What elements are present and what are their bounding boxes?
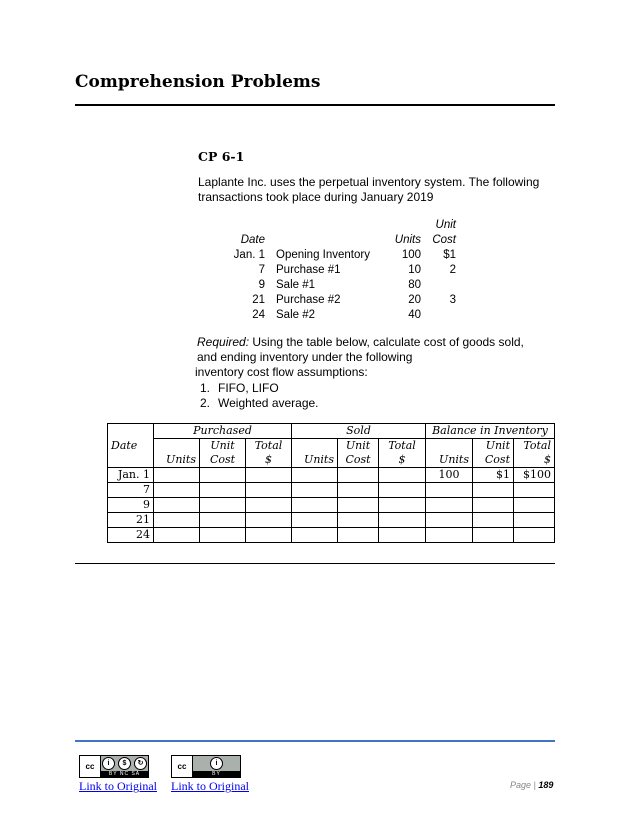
cc-logo-icon: cc bbox=[172, 756, 193, 777]
by-icon: i bbox=[102, 757, 115, 770]
required-label: Required: bbox=[197, 335, 250, 349]
problem-intro bbox=[198, 175, 539, 205]
cc-by-nc-sa-badge bbox=[79, 755, 149, 778]
problem-id: CP 6-1 bbox=[198, 149, 245, 164]
license-labels: BY NC SA bbox=[108, 771, 141, 777]
table-row: Jan. 1 100 $1 $100 bbox=[108, 468, 555, 483]
unit-header: Unit bbox=[435, 219, 456, 231]
units-header: Units bbox=[394, 234, 421, 246]
sa-icon: ↻ bbox=[134, 757, 147, 770]
cost-header: Cost bbox=[432, 234, 456, 246]
required-text: and ending inventory under the following bbox=[197, 350, 413, 364]
table-row: 9 bbox=[108, 498, 555, 513]
list-item: 1. FIFO, LIFO bbox=[200, 381, 279, 395]
section-end-divider bbox=[75, 563, 555, 564]
inventory-worksheet: Purchased Sold Balance in Inventory Date Unit Total Unit Total Unit Total Units Cost $ Units Cost $ Units Cost $ Jan. 1 100 $1 $100 7 9 21 24 bbox=[107, 423, 555, 543]
date-column-header: Date bbox=[108, 439, 154, 454]
page-number: Page | 189 bbox=[510, 780, 554, 790]
link-to-original[interactable]: Link to Original bbox=[79, 779, 157, 793]
table-row: 21 bbox=[108, 513, 555, 528]
list-item: 2. Weighted average. bbox=[200, 396, 319, 410]
footer-divider bbox=[75, 740, 555, 742]
transactions-table bbox=[232, 218, 456, 323]
cc-logo-icon: cc bbox=[80, 756, 101, 777]
assumptions-list bbox=[200, 381, 319, 411]
link-to-original[interactable]: Link to Original bbox=[171, 779, 249, 793]
license-labels: BY bbox=[212, 771, 221, 777]
by-icon: i bbox=[210, 757, 223, 770]
transaction-row: 24 Sale #2 40 bbox=[252, 309, 421, 321]
nc-icon: $ bbox=[118, 757, 131, 770]
required-instructions bbox=[197, 335, 524, 380]
purchased-group-header: Purchased bbox=[154, 424, 292, 439]
heading-divider bbox=[75, 104, 555, 106]
transaction-row: Jan. 1 Opening Inventory 100 $1 bbox=[233, 249, 456, 261]
intro-line: Laplante Inc. uses the perpetual inventory system. The following bbox=[198, 175, 540, 189]
required-text: inventory cost flow assumptions: bbox=[195, 365, 368, 379]
sold-group-header: Sold bbox=[292, 424, 426, 439]
intro-line: transactions took place during January 2019 bbox=[198, 190, 434, 204]
cc-by-badge bbox=[171, 755, 241, 778]
section-heading: Comprehension Problems bbox=[75, 72, 321, 92]
required-text: Using the table below, calculate cost of goods sold, bbox=[249, 335, 524, 349]
transaction-row: 7 Purchase #1 10 2 bbox=[258, 264, 456, 276]
table-row: 24 bbox=[108, 528, 555, 543]
transaction-row: 9 Sale #1 80 bbox=[258, 279, 421, 291]
balance-group-header: Balance in Inventory bbox=[426, 424, 555, 439]
table-row: 7 bbox=[108, 483, 555, 498]
date-header: Date bbox=[240, 234, 265, 246]
transaction-row: 21 Purchase #2 20 3 bbox=[252, 294, 456, 306]
